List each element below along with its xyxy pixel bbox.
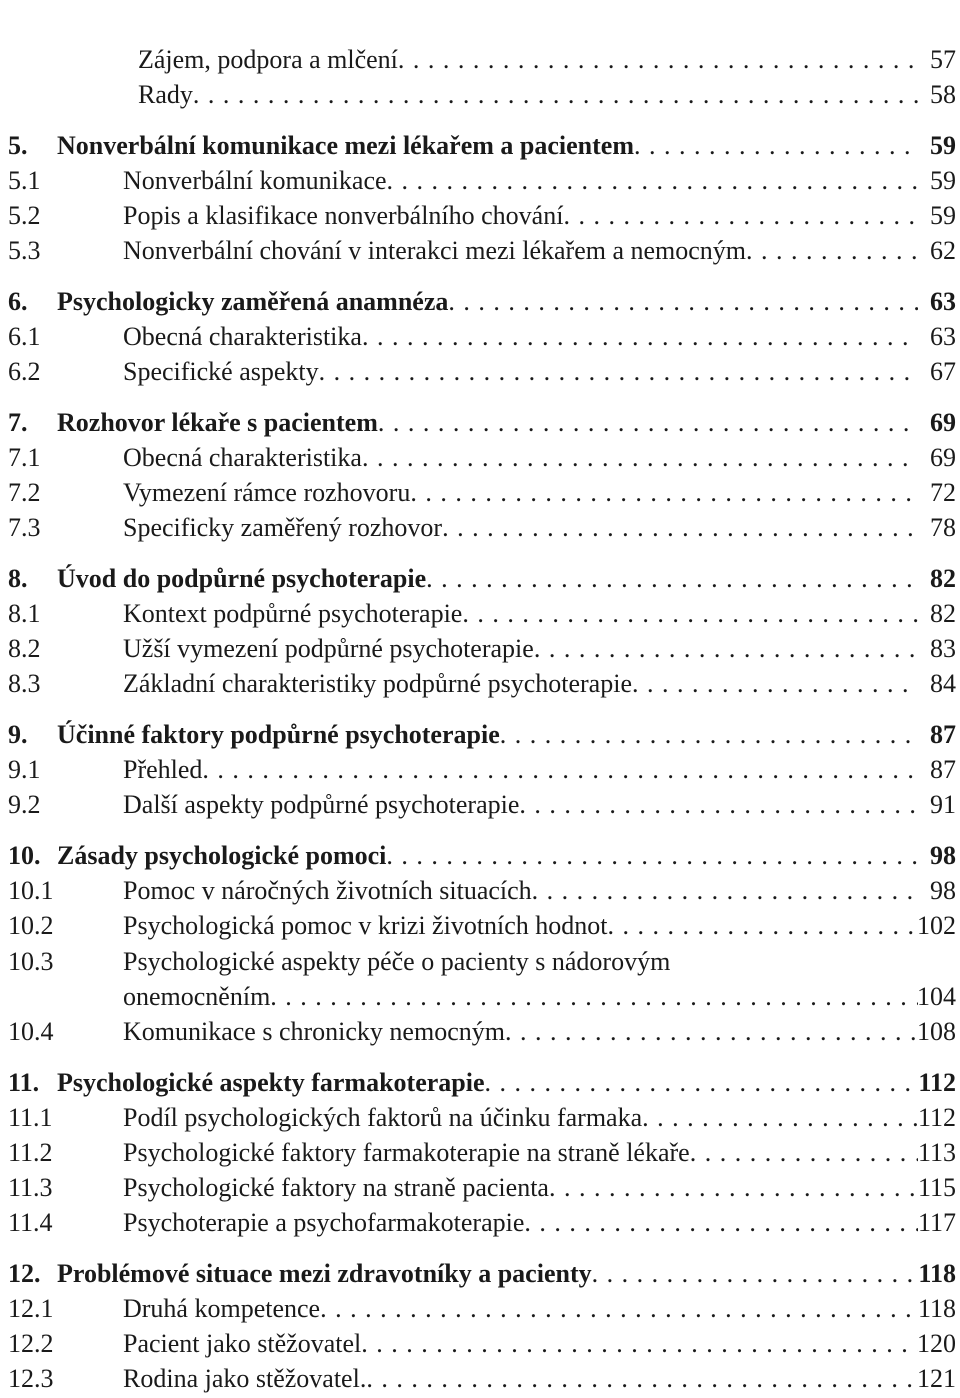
entry-number: 6. bbox=[8, 287, 28, 316]
page-number: 67 bbox=[930, 357, 956, 386]
entry-title: Psychologicky zaměřená anamnéza . . . bbox=[57, 284, 918, 320]
entry-number: 7.3 bbox=[8, 513, 41, 542]
entry-title: Psychoterapie a psychofarmakoterapie . . . bbox=[123, 1205, 918, 1241]
toc-entry bbox=[0, 475, 960, 511]
entry-number: 11. bbox=[8, 1068, 40, 1097]
page-number: 69 bbox=[930, 443, 956, 472]
entry-title: Psychologické aspekty farmakoterapie . . . bbox=[57, 1065, 918, 1101]
entry-title: Nonverbální komunikace mezi lékařem a pacientem . . . bbox=[57, 128, 918, 164]
page-number: 108 bbox=[917, 1017, 956, 1046]
toc-entry bbox=[0, 666, 960, 702]
entry-number: 7.1 bbox=[8, 443, 41, 472]
page-number: 120 bbox=[917, 1329, 956, 1358]
entry-title: Rozhovor lékaře s pacientem . . . bbox=[57, 405, 918, 441]
page-number: 115 bbox=[917, 1173, 956, 1202]
entry-number: 11.2 bbox=[8, 1138, 53, 1167]
entry-title: Přehled . . . bbox=[123, 752, 918, 788]
toc-chapter bbox=[0, 561, 960, 597]
toc-entry bbox=[0, 944, 960, 980]
page-number: 84 bbox=[930, 669, 956, 698]
page-number: 72 bbox=[930, 478, 956, 507]
entry-number: 10. bbox=[8, 841, 41, 870]
page-number: 62 bbox=[930, 236, 956, 265]
entry-number: 10.1 bbox=[8, 876, 54, 905]
entry-title: Účinné faktory podpůrné psychoterapie . . . bbox=[57, 717, 918, 753]
entry-title: Problémové situace mezi zdravotníky a pacienty . . . bbox=[57, 1256, 918, 1292]
toc-entry bbox=[0, 1361, 960, 1397]
page-number: 58 bbox=[930, 80, 956, 109]
entry-number: 11.1 bbox=[8, 1103, 53, 1132]
toc-entry bbox=[0, 1326, 960, 1362]
entry-title: Kontext podpůrné psychoterapie . . . bbox=[123, 596, 918, 632]
toc-entry bbox=[0, 198, 960, 234]
toc-chapter bbox=[0, 1256, 960, 1292]
entry-title: Psychologické faktory farmakoterapie na straně lékaře . . . bbox=[123, 1135, 918, 1171]
entry-number: 10.4 bbox=[8, 1017, 54, 1046]
toc-entry bbox=[0, 42, 960, 78]
page-number: 87 bbox=[930, 720, 956, 749]
entry-title: Psychologická pomoc v krizi životních hodnot . . . bbox=[123, 908, 918, 944]
page-number: 78 bbox=[930, 513, 956, 542]
entry-title: Druhá kompetence . . . bbox=[123, 1291, 918, 1327]
entry-title: Rodina jako stěžovatel. . . . bbox=[123, 1361, 918, 1397]
toc-entry bbox=[0, 596, 960, 632]
toc-entry bbox=[0, 319, 960, 355]
entry-title: Další aspekty podpůrné psychoterapie . . . bbox=[123, 787, 918, 823]
toc-entry bbox=[0, 510, 960, 546]
entry-title: Zájem, podpora a mlčení . . . bbox=[138, 42, 918, 78]
entry-title: Popis a klasifikace nonverbálního chování . . . bbox=[123, 198, 918, 234]
entry-title: Rady . . . bbox=[138, 77, 918, 113]
toc-chapter bbox=[0, 405, 960, 441]
toc-entry bbox=[0, 1291, 960, 1327]
entry-number: 9.1 bbox=[8, 755, 41, 784]
page-number: 98 bbox=[930, 876, 956, 905]
entry-title: Specifické aspekty . . . bbox=[123, 354, 918, 390]
page-number: 112 bbox=[918, 1068, 956, 1097]
entry-number: 7. bbox=[8, 408, 28, 437]
entry-number: 5.1 bbox=[8, 166, 41, 195]
entry-title: Psychologické faktory na straně pacienta . . . bbox=[123, 1170, 918, 1206]
entry-number: 9.2 bbox=[8, 790, 41, 819]
page-number: 82 bbox=[930, 564, 956, 593]
page-number: 63 bbox=[930, 322, 956, 351]
page-number: 59 bbox=[930, 201, 956, 230]
toc-chapter bbox=[0, 838, 960, 874]
entry-title: Komunikace s chronicky nemocným . . . bbox=[123, 1014, 918, 1050]
entry-title: Zásady psychologické pomoci . . . bbox=[57, 838, 918, 874]
entry-title: Obecná charakteristika . . . bbox=[123, 440, 918, 476]
page-number: 69 bbox=[930, 408, 956, 437]
page-number: 121 bbox=[917, 1364, 956, 1393]
toc-entry bbox=[0, 354, 960, 390]
entry-title: Pomoc v náročných životních situacích . . . bbox=[123, 873, 918, 909]
toc-entry bbox=[0, 787, 960, 823]
entry-title: Obecná charakteristika . . . bbox=[123, 319, 918, 355]
toc-entry bbox=[0, 631, 960, 667]
toc-entry bbox=[0, 752, 960, 788]
entry-number: 5.2 bbox=[8, 201, 41, 230]
page-number: 91 bbox=[930, 790, 956, 819]
toc-entry bbox=[0, 163, 960, 199]
toc-chapter bbox=[0, 717, 960, 753]
toc-entry bbox=[0, 1100, 960, 1136]
entry-number: 6.1 bbox=[8, 322, 41, 351]
toc-entry bbox=[0, 1135, 960, 1171]
entry-number: 9. bbox=[8, 720, 28, 749]
entry-number: 6.2 bbox=[8, 357, 41, 386]
entry-number: 8.1 bbox=[8, 599, 41, 628]
page-number: 102 bbox=[917, 911, 956, 940]
entry-title: onemocněním . . . bbox=[123, 979, 918, 1015]
page-number: 117 bbox=[917, 1208, 956, 1237]
entry-title: Užší vymezení podpůrné psychoterapie . . . bbox=[123, 631, 918, 667]
entry-number: 11.4 bbox=[8, 1208, 53, 1237]
toc-entry bbox=[0, 1170, 960, 1206]
page-number: 104 bbox=[917, 982, 956, 1011]
toc-entry bbox=[0, 873, 960, 909]
entry-title: Vymezení rámce rozhovoru . . . bbox=[123, 475, 918, 511]
toc-entry bbox=[0, 979, 960, 1015]
entry-number: 12.2 bbox=[8, 1329, 54, 1358]
page-number: 63 bbox=[930, 287, 956, 316]
toc-chapter bbox=[0, 128, 960, 164]
entry-number: 10.3 bbox=[8, 947, 54, 976]
page-number: 59 bbox=[930, 131, 956, 160]
toc-entry bbox=[0, 908, 960, 944]
toc-entry bbox=[0, 440, 960, 476]
entry-number: 12. bbox=[8, 1259, 41, 1288]
entry-title: Psychologické aspekty péče o pacienty s nádorovým bbox=[123, 947, 671, 976]
entry-number: 8.3 bbox=[8, 669, 41, 698]
entry-title: Základní charakteristiky podpůrné psychoterapie . . . bbox=[123, 666, 918, 702]
page-number: 98 bbox=[930, 841, 956, 870]
entry-number: 8. bbox=[8, 564, 28, 593]
entry-number: 11.3 bbox=[8, 1173, 53, 1202]
entry-title: Podíl psychologických faktorů na účinku farmaka . . . bbox=[123, 1100, 918, 1136]
entry-title: Nonverbální komunikace . . . bbox=[123, 163, 918, 199]
entry-title: Nonverbální chování v interakci mezi lékařem a nemocným . . . bbox=[123, 233, 918, 269]
entry-number: 5.3 bbox=[8, 236, 41, 265]
toc-chapter bbox=[0, 284, 960, 320]
page-number: 118 bbox=[917, 1294, 956, 1323]
page-number: 59 bbox=[930, 166, 956, 195]
toc-entry bbox=[0, 233, 960, 269]
toc-chapter bbox=[0, 1065, 960, 1101]
entry-title: Specificky zaměřený rozhovor . . . bbox=[123, 510, 918, 546]
entry-number: 10.2 bbox=[8, 911, 54, 940]
entry-number: 7.2 bbox=[8, 478, 41, 507]
toc-entry bbox=[0, 1014, 960, 1050]
page-number: 118 bbox=[918, 1259, 956, 1288]
entry-number: 12.3 bbox=[8, 1364, 54, 1393]
entry-number: 8.2 bbox=[8, 634, 41, 663]
page-number: 82 bbox=[930, 599, 956, 628]
entry-title: Úvod do podpůrné psychoterapie . . . bbox=[57, 561, 918, 597]
entry-number: 5. bbox=[8, 131, 28, 160]
entry-number: 12.1 bbox=[8, 1294, 54, 1323]
toc-entry bbox=[0, 77, 960, 113]
page-number: 57 bbox=[930, 45, 956, 74]
entry-title: Pacient jako stěžovatel . . . bbox=[123, 1326, 918, 1362]
page-number: 113 bbox=[917, 1138, 956, 1167]
toc-entry bbox=[0, 1205, 960, 1241]
page-number: 112 bbox=[917, 1103, 956, 1132]
page-number: 83 bbox=[930, 634, 956, 663]
page-number: 87 bbox=[930, 755, 956, 784]
